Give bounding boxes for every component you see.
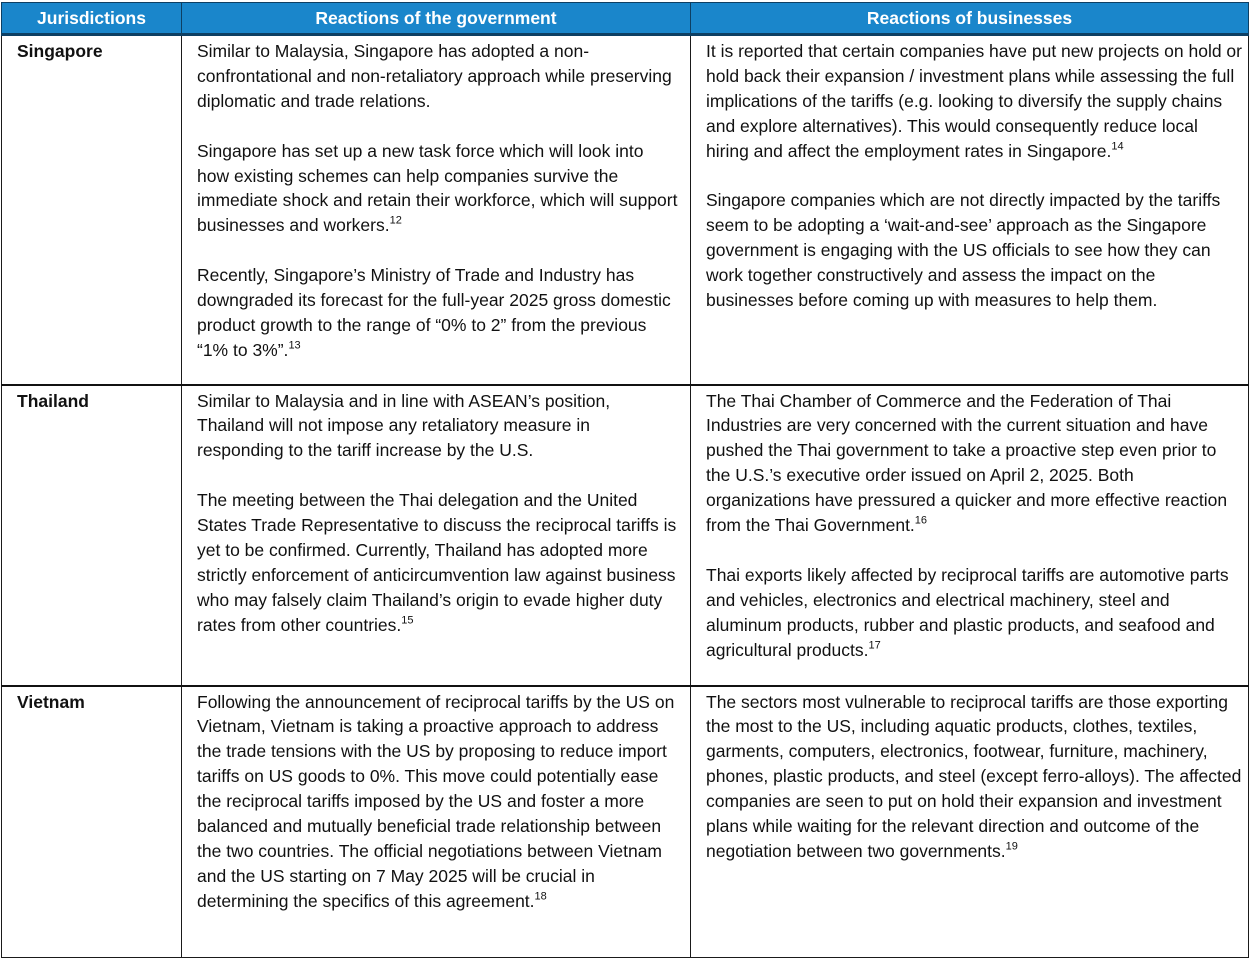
paragraph: Singapore companies which are not directly impacted by the tariffs seem to be adopting a ‘wait-and-see’ approach as the Singapore government is engaging with the US officials to see how they can work together constructively and assess the impact on the businesses before coming up with measures to help them. (706, 190, 1221, 311)
jurisdiction-cell: Singapore (2, 35, 182, 385)
footnote-ref: 15 (401, 613, 414, 626)
paragraph: The Thai Chamber of Commerce and the Federation of Thai Industries are very concerned with the current situation and have pushed the Thai government to take a proactive step even prior to the U.S.’s executive order issued on April 2, 2025. Both organizations have pressured a quicker and more effective reaction from the Thai Government.$^{16}$ (706, 390, 1228, 536)
tariff-reactions-table (1, 2, 1249, 958)
government-cell (182, 385, 691, 686)
table-row-thailand (2, 385, 1249, 686)
header-row (2, 3, 1249, 35)
header-businesses: Reactions of businesses (691, 3, 1249, 35)
table-row-vietnam (2, 686, 1249, 958)
table-row-singapore (2, 35, 1249, 385)
footnote-ref: 19 (1005, 840, 1018, 853)
paragraph: Recently, Singapore’s Ministry of Trade and Industry has downgraded its forecast for the full-year 2025 gross domestic product growth to the range of “0% to 2” from the previous “1% to 3%”.$^{13}$ (197, 265, 671, 360)
paragraph: Thai exports likely affected by reciprocal tariffs are automotive parts and vehicles, electronics and electrical machinery, steel and aluminum products, rubber and plastic products, and seafood and agricultural products.$^{17}$ (706, 564, 1229, 660)
footnote-ref: 14 (1111, 139, 1124, 152)
paragraph: Similar to Malaysia and in line with ASEAN’s position, Thailand will not impose any retaliatory measure in responding to the tariff increase by the U.S. (197, 390, 611, 461)
businesses-cell (691, 385, 1249, 686)
jurisdiction-cell: Vietnam (2, 686, 182, 958)
footnote-ref: 12 (389, 214, 402, 227)
paragraph: It is reported that certain companies have put new projects on hold or hold back their expansion / investment plans while assessing the full implications of the tariffs (e.g. looking to diversify the supply chains and explore alternatives). This would consequently reduce local hiring and affect the employment rates in Singapore.$^{14}$ (706, 41, 1242, 161)
paragraph: The meeting between the Thai delegation and the United States Trade Representative to discuss the reciprocal tariffs is yet to be confirmed. Currently, Thailand has adopted more strictly enforcement of anticircumvention law against business who may falsely claim Thailand’s origin to evade higher duty rates from other countries.$^{15}$ (197, 490, 677, 635)
businesses-cell (691, 686, 1249, 958)
jurisdiction-cell: Thailand (2, 385, 182, 686)
footnote-ref: 16 (914, 514, 928, 527)
paragraph: Similar to Malaysia, Singapore has adopted a non-confrontational and non-retaliatory approach while preserving diplomatic and trade relations. (197, 41, 672, 111)
businesses-cell (691, 35, 1249, 385)
paragraph: The sectors most vulnerable to reciprocal tariffs are those exporting the most to the US, including aquatic products, clothes, textiles, garments, computers, electronics, footwear, furniture, machinery, phones, plastic products, and steel (except ferro-alloys). The affected companies are seen to put on hold their expansion and investment plans while waiting for the relevant direction and outcome of the negotiation between two governments.$^{19}$ (706, 691, 1242, 861)
header-jurisdictions: Jurisdictions (2, 3, 182, 35)
government-cell (182, 686, 691, 958)
paragraph: Following the announcement of reciprocal tariffs by the US on Vietnam, Vietnam is taking a proactive approach to address the trade tensions with the US by proposing to reduce import tariffs on US goods to 0%. This move could potentially ease the reciprocal tariffs imposed by the US and foster a more balanced and mutually beneficial trade relationship between the two countries. The official negotiations between Vietnam and the US starting on 7 May 2025 will be crucial in determining the specifics of this agreement.$^{18}$ (197, 691, 675, 911)
government-cell (182, 35, 691, 385)
header-government: Reactions of the government (182, 3, 691, 35)
footnote-ref: 18 (534, 890, 547, 903)
footnote-ref: 13 (288, 339, 301, 352)
footnote-ref: 17 (868, 638, 881, 651)
paragraph: Singapore has set up a new task force which will look into how existing schemes can help companies survive the immediate shock and retain their workforce, which will support businesses and workers.$^{12}$ (197, 140, 678, 236)
